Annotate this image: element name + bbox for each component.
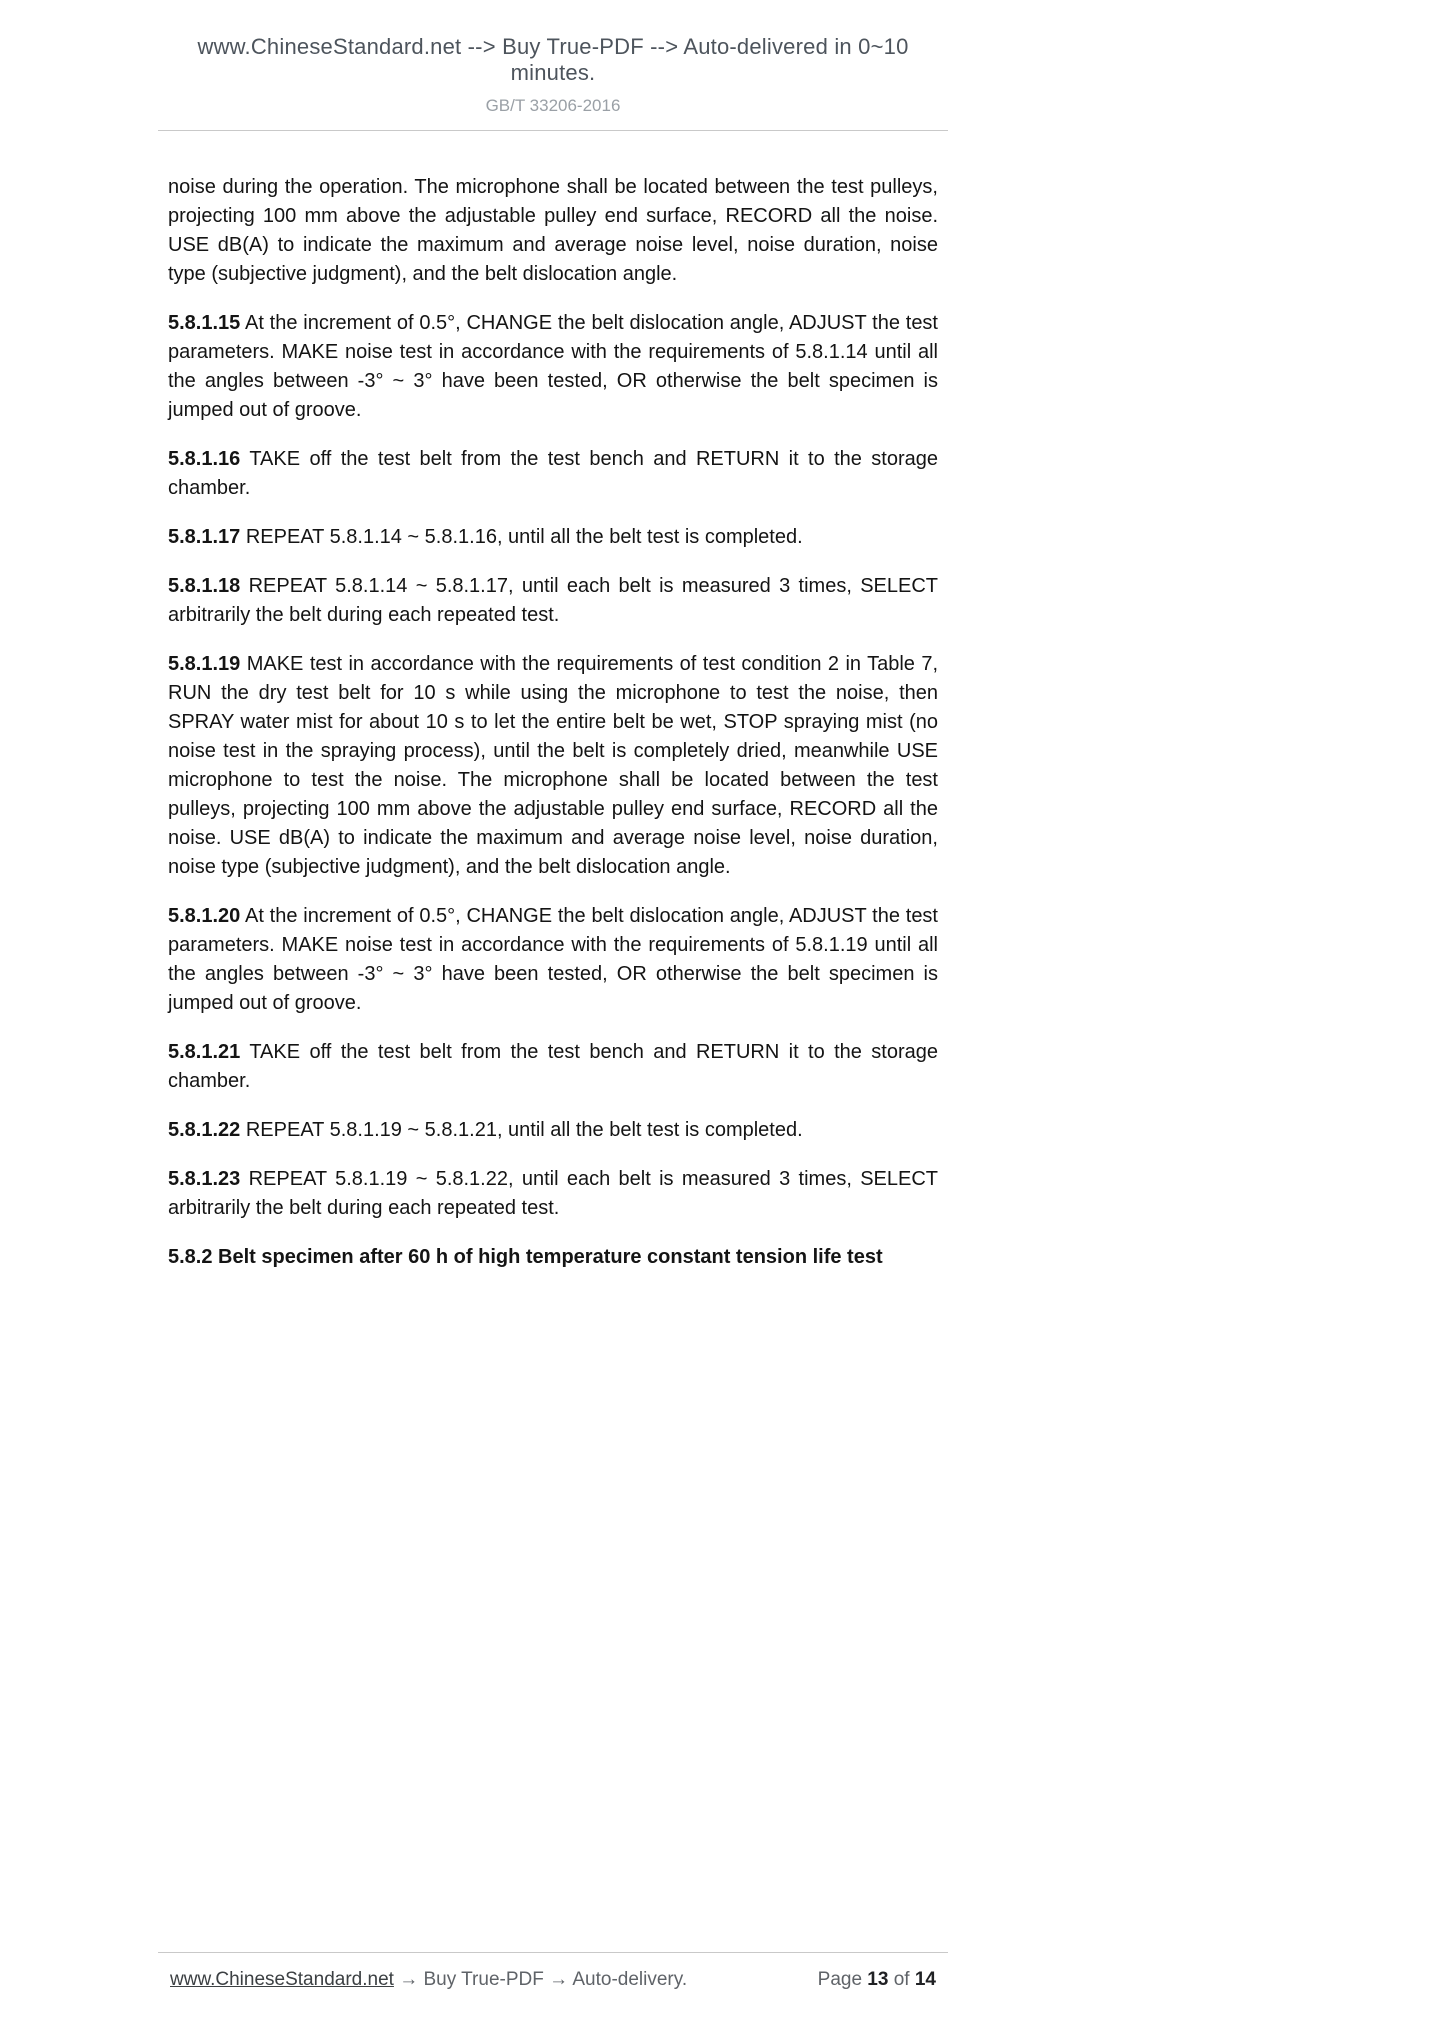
paragraph-text: TAKE off the test belt from the test bench and RETURN it to the storage chamber. <box>168 448 938 499</box>
footer-delivery-line <box>170 1969 687 1991</box>
paragraph-text: REPEAT 5.8.1.14 ~ 5.8.1.16, until all the belt test is completed. <box>240 526 803 548</box>
paragraph-text: At the increment of 0.5°, CHANGE the belt dislocation angle, ADJUST the test parameters. MAKE noise test in accordance with the requirements of 5.8.1.19 until all the angles between -3° ~ 3° have been tested, OR otherwise the belt specimen is jumped out of groove. <box>168 905 938 1014</box>
document-body <box>158 131 948 1272</box>
page-indicator <box>818 1969 936 1991</box>
paragraph-text: REPEAT 5.8.1.14 ~ 5.8.1.17, until each belt is measured 3 times, SELECT arbitrarily the belt during each repeated test. <box>168 575 938 626</box>
clause-number: 5.8.1.20 <box>168 905 241 927</box>
paragraph <box>168 173 938 289</box>
clause-number: 5.8.1.18 <box>168 575 241 597</box>
clause-number: 5.8.1.22 <box>168 1119 241 1141</box>
clause-number: 5.8.1.21 <box>168 1041 241 1063</box>
paragraph <box>168 523 938 552</box>
clause-number: 5.8.1.15 <box>168 312 241 334</box>
paragraph <box>168 1038 938 1096</box>
clause-number: 5.8.1.23 <box>168 1168 241 1190</box>
paragraph-text: REPEAT 5.8.1.19 ~ 5.8.1.22, until each belt is measured 3 times, SELECT arbitrarily the belt during each repeated test. <box>168 1168 938 1219</box>
clause-number: 5.8.1.19 <box>168 653 241 675</box>
paragraph-text: Belt specimen after 60 h of high temperature constant tension life test <box>212 1246 883 1268</box>
paragraph <box>168 1243 938 1272</box>
header-standard-number: GB/T 33206-2016 <box>485 96 621 115</box>
of-word: of <box>893 1969 910 1990</box>
pdf-page <box>158 0 948 2044</box>
clause-number: 5.8.2 <box>168 1246 213 1268</box>
paragraph <box>168 572 938 630</box>
paragraph-text: At the increment of 0.5°, CHANGE the belt dislocation angle, ADJUST the test parameters. MAKE noise test in accordance with the requirements of 5.8.1.14 until all the angles between -3° ~ 3° have been tested, OR otherwise the belt specimen is jumped out of groove. <box>168 312 938 421</box>
clause-number: 5.8.1.17 <box>168 526 241 548</box>
page-total: 14 <box>914 1969 936 1990</box>
header-promo-text: www.ChineseStandard.net --> Buy True-PDF --> Auto-delivered in 0~10 minutes. <box>197 34 909 85</box>
page-footer <box>158 1952 948 1991</box>
paragraph-text: noise during the operation. The microphone shall be located between the test pulleys, projecting 100 mm above the adjustable pulley end surface, RECORD all the noise. USE dB(A) to indicate the maximum and average noise level, noise duration, noise type (subjective judgment), and the belt dislocation angle. <box>168 176 938 285</box>
paragraph-text: MAKE test in accordance with the requirements of test condition 2 in Table 7, RUN the dry test belt for 10 s while using the microphone to test the noise, then SPRAY water mist for about 10 s to let the entire belt be wet, STOP spraying mist (no noise test in the spraying process), until the belt is completely dried, meanwhile USE microphone to test the noise. The microphone shall be located between the test pulleys, projecting 100 mm above the adjustable pulley end surface, RECORD all the noise. USE dB(A) to indicate the maximum and average noise level, noise duration, noise type (subjective judgment), and the belt dislocation angle. <box>168 653 938 878</box>
paragraph <box>168 445 938 503</box>
paragraph <box>168 309 938 425</box>
footer-delivery-text: → Buy True-PDF → Auto-delivery. <box>399 1969 688 1990</box>
paragraph-text: TAKE off the test belt from the test bench and RETURN it to the storage chamber. <box>168 1041 938 1092</box>
page-number: 13 <box>867 1969 889 1990</box>
paragraph <box>168 902 938 1018</box>
paragraph <box>168 650 938 882</box>
footer-site-link[interactable]: www.ChineseStandard.net <box>170 1969 394 1990</box>
paragraph-text: REPEAT 5.8.1.19 ~ 5.8.1.21, until all the belt test is completed. <box>240 1119 803 1141</box>
page-header <box>158 0 948 131</box>
page-word: Page <box>817 1969 863 1990</box>
clause-number: 5.8.1.16 <box>168 448 241 470</box>
paragraph <box>168 1165 938 1223</box>
paragraph <box>168 1116 938 1145</box>
